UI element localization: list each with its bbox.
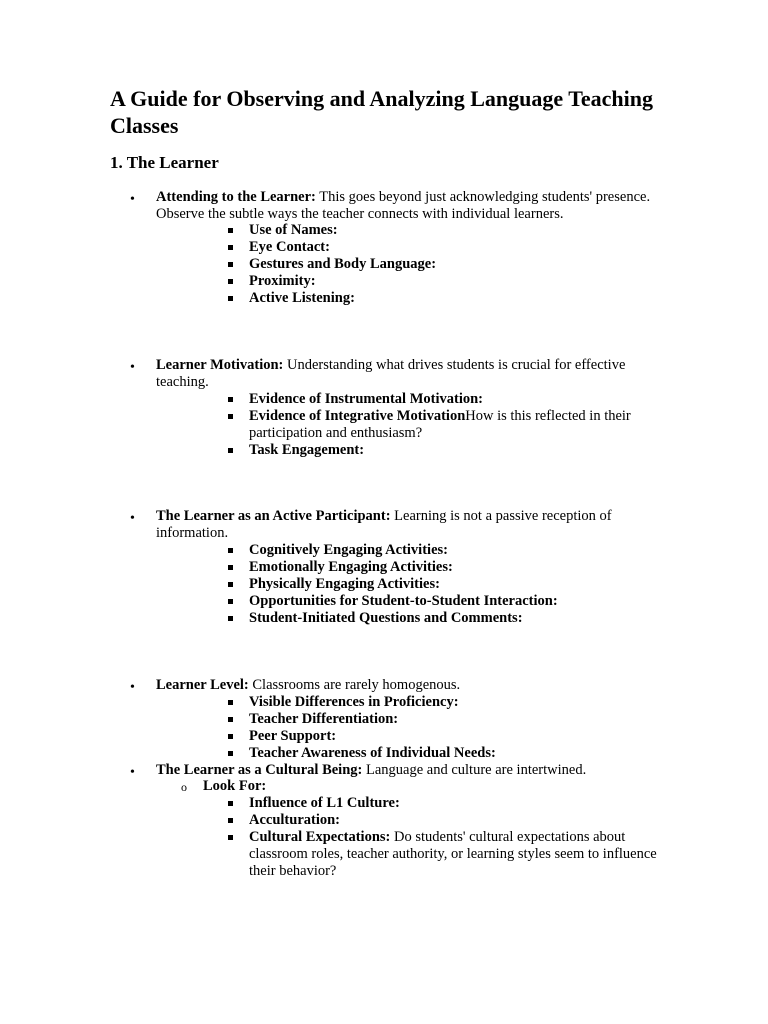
bullet-text: Classrooms are rarely homogenous.	[248, 677, 461, 693]
square-bullet-icon	[228, 245, 233, 250]
sub-item-label: Eye Contact:	[249, 239, 330, 255]
square-bullet-icon	[228, 616, 233, 621]
bullet-paragraph	[156, 508, 676, 542]
sub-item-label: Opportunities for Student-to-Student Interaction:	[249, 593, 558, 609]
square-bullet-icon	[228, 262, 233, 267]
bullet-dot: •	[130, 192, 135, 207]
sub-item-label: Peer Support:	[249, 728, 337, 744]
sub-item-label: Evidence of Integrative Motivation	[249, 408, 466, 424]
square-bullet-icon	[228, 700, 233, 705]
square-bullet-icon	[228, 414, 233, 419]
bullet-paragraph	[156, 677, 676, 694]
sub-item-label: Acculturation:	[249, 812, 341, 828]
square-bullet-icon	[228, 565, 233, 570]
sub-item-text: How is this reflected in their participation and enthusiasm?	[249, 408, 631, 441]
square-bullet-icon	[228, 818, 233, 823]
sub-item-label: Cognitively Engaging Activities:	[249, 542, 448, 558]
bullet-dot: •	[130, 765, 135, 780]
sub-item-label: Evidence of Instrumental Motivation:	[249, 391, 483, 407]
sub-item-label: Gestures and Body Language:	[249, 256, 437, 272]
square-bullet-icon	[228, 296, 233, 301]
circle-bullet-icon: o	[181, 780, 187, 794]
sub-item-label: Influence of L1 Culture:	[249, 795, 400, 811]
look-for-label: Look For:	[203, 778, 267, 794]
square-bullet-icon	[228, 801, 233, 806]
sub-item-label: Physically Engaging Activities:	[249, 576, 440, 592]
bullet-label: The Learner as a Cultural Being:	[156, 762, 363, 778]
bullet-label: Attending to the Learner:	[156, 189, 316, 205]
bullet-text: Understanding what drives students is crucial for effective teaching.	[156, 357, 626, 390]
square-bullet-icon	[228, 751, 233, 756]
bullet-paragraph	[156, 762, 676, 779]
square-bullet-icon	[228, 397, 233, 402]
sub-item-label: Student-Initiated Questions and Comments:	[249, 610, 523, 626]
document-title: A Guide for Observing and Analyzing Language Teaching Classes	[110, 86, 653, 138]
square-bullet-icon	[228, 582, 233, 587]
square-bullet-icon	[228, 835, 233, 840]
square-bullet-icon	[228, 717, 233, 722]
square-bullet-icon	[228, 228, 233, 233]
sub-item-paragraph	[249, 829, 669, 880]
square-bullet-icon	[228, 734, 233, 739]
sub-item-label: Use of Names:	[249, 222, 338, 238]
square-bullet-icon	[228, 548, 233, 553]
sub-item-label: Proximity:	[249, 273, 316, 289]
bullet-dot: •	[130, 360, 135, 375]
bullet-text: This goes beyond just acknowledging students' presence. Observe the subtle ways the teacher connects with individual learners.	[156, 189, 651, 222]
sub-item-label: Cultural Expectations:	[249, 829, 391, 845]
bullet-label: Learner Motivation:	[156, 357, 284, 373]
sub-item-label: Teacher Differentiation:	[249, 711, 399, 727]
sub-item-label: Active Listening:	[249, 290, 355, 306]
bullet-text: Language and culture are intertwined.	[362, 762, 587, 778]
bullet-paragraph	[156, 357, 676, 391]
bullet-dot: •	[130, 511, 135, 526]
bullet-label: The Learner as an Active Participant:	[156, 508, 391, 524]
square-bullet-icon	[228, 448, 233, 453]
bullet-dot: •	[130, 680, 135, 695]
square-bullet-icon	[228, 599, 233, 604]
sub-item-text: Do students' cultural expectations about classroom roles, teacher authority, or learning styles seem to influence their behavior?	[249, 829, 657, 879]
sub-item-label: Task Engagement:	[249, 442, 365, 458]
sub-item-label: Visible Differences in Proficiency:	[249, 694, 459, 710]
section-heading: 1. The Learner	[110, 153, 219, 172]
bullet-paragraph	[156, 189, 676, 223]
square-bullet-icon	[228, 279, 233, 284]
sub-item-label: Teacher Awareness of Individual Needs:	[249, 745, 496, 761]
sub-item-label: Emotionally Engaging Activities:	[249, 559, 453, 575]
sub-item-paragraph	[249, 408, 669, 442]
bullet-text: Learning is not a passive reception of information.	[156, 508, 612, 541]
bullet-label: Learner Level:	[156, 677, 249, 693]
